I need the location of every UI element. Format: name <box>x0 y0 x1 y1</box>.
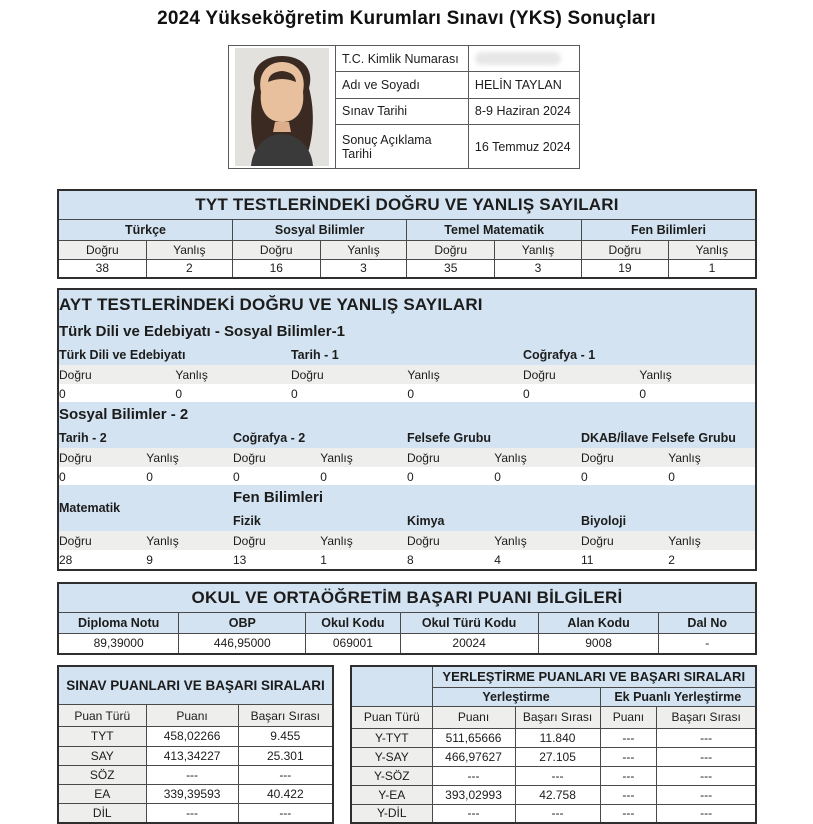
okul-col-diploma: Diploma Notu <box>58 612 179 633</box>
ayt-tarih1-dogru: 0 <box>291 384 407 403</box>
okul-col-okulturu: Okul Türü Kodu <box>400 612 538 633</box>
dogru-label: Doğru <box>581 240 668 259</box>
candidate-photo-cell <box>229 46 336 169</box>
ayt-section2 <box>59 402 755 486</box>
ayt-results-table <box>57 288 757 571</box>
dogru-label: Doğru <box>407 240 495 259</box>
dogru-label: Doğru <box>407 531 494 550</box>
row-ea-label: EA <box>58 784 146 803</box>
yanlis-label: Yanlış <box>639 365 755 384</box>
ayt-felsefe-dogru: 0 <box>407 467 494 486</box>
dil-puan: --- <box>146 804 238 823</box>
exam-date-label: Sınav Tarihi <box>336 98 469 124</box>
col-ek-puani: Puanı <box>600 706 657 728</box>
student-photo <box>235 48 329 166</box>
exam-date-value: 8-9 Haziran 2024 <box>468 98 579 124</box>
result-date-value: 16 Temmuz 2024 <box>468 125 579 169</box>
ayt-felsefe-yanlis: 0 <box>494 467 581 486</box>
yanlis-label: Yanlış <box>146 448 233 467</box>
tyt-title: TYT TESTLERİNDEKİ DOĞRU VE YANLIŞ SAYILARI <box>58 190 756 219</box>
ayt-biyoloji-dogru: 11 <box>581 550 668 569</box>
table-row <box>351 747 756 766</box>
yerlestirme-group: Yerleştirme <box>432 687 600 706</box>
tyt-subject-matematik: Temel Matematik <box>407 219 581 240</box>
okul-obp: 446,95000 <box>179 633 306 654</box>
table-row <box>58 784 333 803</box>
ysoz-ek-puan: --- <box>600 766 657 785</box>
okul-okul-kodu: 069001 <box>306 633 400 654</box>
col-puani: Puanı <box>432 706 515 728</box>
yerlestirme-puanlari-table <box>350 665 757 824</box>
table-row <box>351 766 756 785</box>
ayt-matematik-yanlis: 9 <box>146 550 233 569</box>
row-ytyt-label: Y-TYT <box>351 728 432 747</box>
dogru-label: Doğru <box>232 240 320 259</box>
yea-puan: 393,02993 <box>432 785 515 804</box>
ayt-kimya-yanlis: 4 <box>494 550 581 569</box>
say-puan: 413,34227 <box>146 746 238 765</box>
row-tyt-label: TYT <box>58 727 146 746</box>
dogru-label: Doğru <box>233 531 320 550</box>
ayt-tarih2-yanlis: 0 <box>146 467 233 486</box>
sinav-puanlari-title: SINAV PUANLARI VE BAŞARI SIRALARI <box>58 666 333 704</box>
row-ysoz-label: Y-SÖZ <box>351 766 432 785</box>
ayt-section1 <box>59 290 755 403</box>
ysay-puan: 466,97627 <box>432 747 515 766</box>
yerlestirme-corner-cell <box>351 666 432 706</box>
okul-alan-kodu: 9008 <box>538 633 659 654</box>
ayt-subject-dkab: DKAB/İlave Felsefe Grubu <box>581 427 755 448</box>
ydil-puan: --- <box>432 804 515 823</box>
okul-dal-no: - <box>659 633 756 654</box>
tyt-fen-dogru: 19 <box>581 259 668 278</box>
tyt-results-table <box>57 189 757 279</box>
ytyt-ek-puan: --- <box>600 728 657 747</box>
yea-sira: 42.758 <box>515 785 600 804</box>
dogru-label: Doğru <box>59 448 146 467</box>
okul-diploma-notu: 89,39000 <box>58 633 179 654</box>
yea-ek-sira: --- <box>657 785 756 804</box>
yanlis-label: Yanlış <box>320 240 407 259</box>
okul-col-alankodu: Alan Kodu <box>538 612 659 633</box>
tyt-matematik-dogru: 35 <box>407 259 495 278</box>
ayt-edebiyat-yanlis: 0 <box>175 384 291 403</box>
okul-col-obp: OBP <box>179 612 306 633</box>
ydil-sira: --- <box>515 804 600 823</box>
soz-sira: --- <box>238 765 333 784</box>
dogru-label: Doğru <box>291 365 407 384</box>
kimlik-label: T.C. Kimlik Numarası <box>336 46 469 72</box>
dogru-label: Doğru <box>523 365 639 384</box>
tyt-turkce-dogru: 38 <box>58 259 146 278</box>
ayt-kimya-dogru: 8 <box>407 550 494 569</box>
tyt-subject-fen: Fen Bilimleri <box>581 219 756 240</box>
ysoz-sira: --- <box>515 766 600 785</box>
table-row <box>58 765 333 784</box>
table-row <box>351 728 756 747</box>
okul-col-dalno: Dal No <box>659 612 756 633</box>
table-row <box>58 804 333 823</box>
score-tables-row <box>57 665 757 824</box>
page-title: 2024 Yükseköğretim Kurumları Sınavı (YKS) Sonuçları <box>157 8 656 29</box>
ayt-subject-fizik: Fizik <box>233 510 407 531</box>
ayt-title: AYT TESTLERİNDEKİ DOĞRU VE YANLIŞ SAYILARI <box>59 290 755 319</box>
col-puan-turu: Puan Türü <box>351 706 432 728</box>
col-basari-sirasi: Başarı Sırası <box>238 704 333 726</box>
ydil-ek-puan: --- <box>600 804 657 823</box>
yanlis-label: Yanlış <box>668 448 755 467</box>
ayt-section1-title: Türk Dili ve Edebiyatı - Sosyal Bilimler-1 <box>59 319 755 344</box>
ytyt-puan: 511,65666 <box>432 728 515 747</box>
ayt-section2-title: Sosyal Bilimler - 2 <box>59 402 755 427</box>
ea-puan: 339,39593 <box>146 784 238 803</box>
ayt-edebiyat-dogru: 0 <box>59 384 175 403</box>
name-label: Adı ve Soyadı <box>336 72 469 98</box>
dogru-label: Doğru <box>58 240 146 259</box>
table-row <box>58 727 333 746</box>
tyt-subject-sosyal: Sosyal Bilimler <box>232 219 406 240</box>
ayt-fizik-dogru: 13 <box>233 550 320 569</box>
ayt-subject-edebiyat: Türk Dili ve Edebiyatı <box>59 344 291 365</box>
yanlis-label: Yanlış <box>320 448 407 467</box>
ysoz-ek-sira: --- <box>657 766 756 785</box>
ayt-fen-title: Fen Bilimleri <box>233 485 755 510</box>
ayt-tarih1-yanlis: 0 <box>407 384 523 403</box>
ayt-dkab-dogru: 0 <box>581 467 668 486</box>
ea-sira: 40.422 <box>238 784 333 803</box>
candidate-info-table <box>228 45 580 169</box>
ysoz-puan: --- <box>432 766 515 785</box>
ayt-fizik-yanlis: 1 <box>320 550 407 569</box>
dogru-label: Doğru <box>233 448 320 467</box>
row-yea-label: Y-EA <box>351 785 432 804</box>
dogru-label: Doğru <box>581 448 668 467</box>
tyt-turkce-yanlis: 2 <box>146 259 232 278</box>
tyt-fen-yanlis: 1 <box>668 259 756 278</box>
ayt-dkab-yanlis: 0 <box>668 467 755 486</box>
table-row <box>58 746 333 765</box>
dogru-label: Doğru <box>59 531 146 550</box>
yanlis-label: Yanlış <box>146 240 232 259</box>
col-puani: Puanı <box>146 704 238 726</box>
tyt-sosyal-dogru: 16 <box>232 259 320 278</box>
ek-puanli-yerlestirme-group: Ek Puanlı Yerleştirme <box>600 687 756 706</box>
yanlis-label: Yanlış <box>668 531 755 550</box>
col-ek-basari-sirasi: Başarı Sırası <box>657 706 756 728</box>
yanlis-label: Yanlış <box>407 365 523 384</box>
yea-ek-puan: --- <box>600 785 657 804</box>
okul-col-okulkodu: Okul Kodu <box>306 612 400 633</box>
yanlis-label: Yanlış <box>320 531 407 550</box>
tyt-subject-turkce: Türkçe <box>58 219 232 240</box>
ayt-subject-felsefe: Felsefe Grubu <box>407 427 581 448</box>
candidate-info-block <box>228 45 813 169</box>
col-puan-turu: Puan Türü <box>58 704 146 726</box>
dogru-label: Doğru <box>581 531 668 550</box>
okul-okul-turu-kodu: 20024 <box>400 633 538 654</box>
redacted-id-blob <box>475 52 561 65</box>
ayt-section3 <box>59 485 755 569</box>
ayt-tarih2-dogru: 0 <box>59 467 146 486</box>
soz-puan: --- <box>146 765 238 784</box>
tyt-puan: 458,02266 <box>146 727 238 746</box>
ayt-matematik-dogru: 28 <box>59 550 146 569</box>
row-ydil-label: Y-DİL <box>351 804 432 823</box>
dogru-label: Doğru <box>407 448 494 467</box>
row-soz-label: SÖZ <box>58 765 146 784</box>
ytyt-sira: 11.840 <box>515 728 600 747</box>
tyt-sosyal-yanlis: 3 <box>320 259 407 278</box>
ayt-subject-cografya1: Coğrafya - 1 <box>523 344 755 365</box>
yanlis-label: Yanlış <box>668 240 756 259</box>
kimlik-value <box>468 46 579 72</box>
okul-title: OKUL VE ORTAÖĞRETİM BAŞARI PUANI BİLGİLERİ <box>58 583 756 612</box>
row-ysay-label: Y-SAY <box>351 747 432 766</box>
yanlis-label: Yanlış <box>495 240 582 259</box>
ayt-subject-biyoloji: Biyoloji <box>581 510 755 531</box>
yanlis-label: Yanlış <box>494 448 581 467</box>
ayt-cografya2-yanlis: 0 <box>320 467 407 486</box>
yanlis-label: Yanlış <box>494 531 581 550</box>
ysay-sira: 27.105 <box>515 747 600 766</box>
ayt-cografya2-dogru: 0 <box>233 467 320 486</box>
result-date-label: Sonuç Açıklama Tarihi <box>336 125 469 169</box>
okul-obp-table <box>57 582 757 655</box>
row-dil-label: DİL <box>58 804 146 823</box>
ayt-biyoloji-yanlis: 2 <box>668 550 755 569</box>
table-row <box>351 804 756 823</box>
ayt-subject-matematik: Matematik <box>59 485 233 531</box>
ayt-subject-cografya2: Coğrafya - 2 <box>233 427 407 448</box>
dil-sira: --- <box>238 804 333 823</box>
col-basari-sirasi: Başarı Sırası <box>515 706 600 728</box>
say-sira: 25.301 <box>238 746 333 765</box>
sinav-puanlari-table <box>57 665 334 824</box>
ytyt-ek-sira: --- <box>657 728 756 747</box>
ayt-cografya1-dogru: 0 <box>523 384 639 403</box>
tyt-sira: 9.455 <box>238 727 333 746</box>
ydil-ek-sira: --- <box>657 804 756 823</box>
ysay-ek-puan: --- <box>600 747 657 766</box>
yanlis-label: Yanlış <box>146 531 233 550</box>
tyt-matematik-yanlis: 3 <box>495 259 582 278</box>
row-say-label: SAY <box>58 746 146 765</box>
ayt-cografya1-yanlis: 0 <box>639 384 755 403</box>
yerlestirme-title: YERLEŞTİRME PUANLARI VE BAŞARI SIRALARI <box>432 666 756 687</box>
name-value: HELİN TAYLAN <box>468 72 579 98</box>
ayt-subject-tarih1: Tarih - 1 <box>291 344 523 365</box>
yanlis-label: Yanlış <box>175 365 291 384</box>
ysay-ek-sira: --- <box>657 747 756 766</box>
ayt-subject-kimya: Kimya <box>407 510 581 531</box>
dogru-label: Doğru <box>59 365 175 384</box>
ayt-subject-tarih2: Tarih - 2 <box>59 427 233 448</box>
